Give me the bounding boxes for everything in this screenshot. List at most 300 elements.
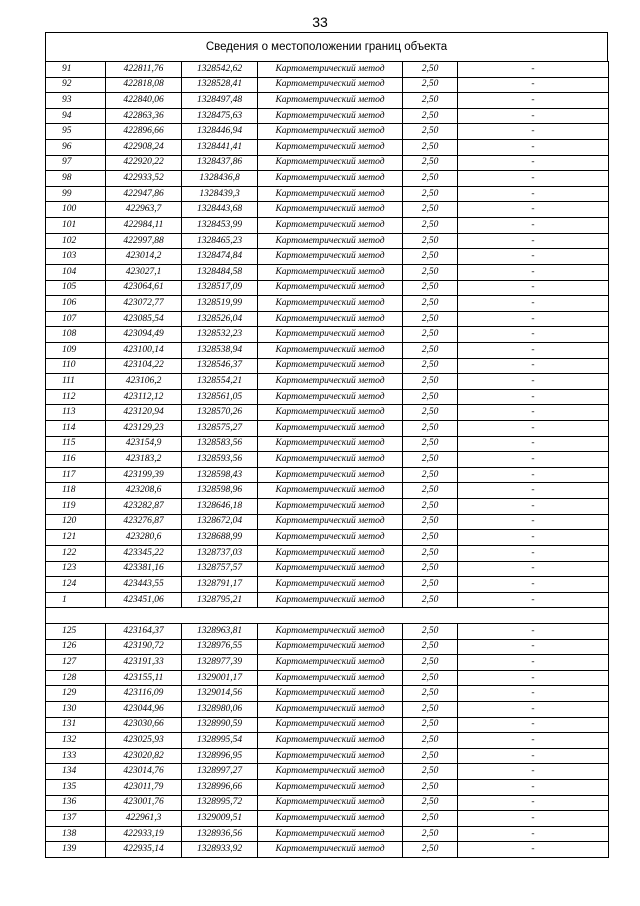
method-cell: Картометрический метод — [258, 171, 403, 187]
description-cell: - — [458, 202, 609, 218]
method-cell: Картометрический метод — [258, 108, 403, 124]
method-cell: Картометрический метод — [258, 826, 403, 842]
y-coordinate-cell: 1328528,41 — [182, 77, 258, 93]
table-row — [46, 296, 609, 312]
description-cell: - — [458, 311, 609, 327]
description-cell: - — [458, 826, 609, 842]
table-row — [46, 374, 609, 390]
method-cell: Картометрический метод — [258, 467, 403, 483]
description-cell: - — [458, 171, 609, 187]
x-coordinate-cell: 423106,2 — [106, 374, 182, 390]
y-coordinate-cell: 1328542,62 — [182, 62, 258, 78]
table-row — [46, 186, 609, 202]
method-cell: Картометрический метод — [258, 62, 403, 78]
table-row — [46, 389, 609, 405]
point-number-cell: 134 — [46, 764, 106, 780]
point-number-cell: 98 — [46, 171, 106, 187]
method-cell: Картометрический метод — [258, 764, 403, 780]
x-coordinate-cell: 422863,36 — [106, 108, 182, 124]
accuracy-cell: 2,50 — [403, 514, 458, 530]
x-coordinate-cell: 423027,1 — [106, 264, 182, 280]
x-coordinate-cell: 422935,14 — [106, 842, 182, 858]
x-coordinate-cell: 423030,66 — [106, 717, 182, 733]
accuracy-cell: 2,50 — [403, 342, 458, 358]
accuracy-cell: 2,50 — [403, 670, 458, 686]
method-cell: Картометрический метод — [258, 436, 403, 452]
point-number-cell: 101 — [46, 218, 106, 234]
accuracy-cell: 2,50 — [403, 155, 458, 171]
y-coordinate-cell: 1328519,99 — [182, 296, 258, 312]
description-cell: - — [458, 467, 609, 483]
point-number-cell: 121 — [46, 530, 106, 546]
page-number: 33 — [312, 14, 328, 30]
method-cell: Картометрический метод — [258, 296, 403, 312]
table-row — [46, 811, 609, 827]
x-coordinate-cell: 422818,08 — [106, 77, 182, 93]
table-row — [46, 249, 609, 265]
method-cell: Картометрический метод — [258, 514, 403, 530]
x-coordinate-cell: 422947,86 — [106, 186, 182, 202]
point-number-cell: 105 — [46, 280, 106, 296]
x-coordinate-cell: 422908,24 — [106, 140, 182, 156]
description-cell: - — [458, 218, 609, 234]
table-row — [46, 623, 609, 639]
x-coordinate-cell: 422933,52 — [106, 171, 182, 187]
method-cell: Картометрический метод — [258, 499, 403, 515]
accuracy-cell: 2,50 — [403, 202, 458, 218]
method-cell: Картометрический метод — [258, 140, 403, 156]
point-number-cell: 120 — [46, 514, 106, 530]
description-cell: - — [458, 670, 609, 686]
description-cell: - — [458, 780, 609, 796]
accuracy-cell: 2,50 — [403, 405, 458, 421]
accuracy-cell: 2,50 — [403, 733, 458, 749]
method-cell: Картометрический метод — [258, 421, 403, 437]
x-coordinate-cell: 422811,76 — [106, 62, 182, 78]
point-number-cell: 109 — [46, 342, 106, 358]
table-row — [46, 592, 609, 608]
description-cell: - — [458, 717, 609, 733]
accuracy-cell: 2,50 — [403, 717, 458, 733]
x-coordinate-cell: 423155,11 — [106, 670, 182, 686]
y-coordinate-cell: 1328443,68 — [182, 202, 258, 218]
y-coordinate-cell: 1328517,09 — [182, 280, 258, 296]
x-coordinate-cell: 423025,93 — [106, 733, 182, 749]
description-cell: - — [458, 452, 609, 468]
description-cell: - — [458, 405, 609, 421]
table-row — [46, 499, 609, 515]
x-coordinate-cell: 423345,22 — [106, 545, 182, 561]
separator-cell — [46, 608, 609, 624]
method-cell: Картометрический метод — [258, 733, 403, 749]
accuracy-cell: 2,50 — [403, 233, 458, 249]
x-coordinate-cell: 422896,66 — [106, 124, 182, 140]
x-coordinate-cell: 423276,87 — [106, 514, 182, 530]
description-cell: - — [458, 842, 609, 858]
accuracy-cell: 2,50 — [403, 436, 458, 452]
coordinates-table-container — [45, 61, 608, 858]
x-coordinate-cell: 423280,6 — [106, 530, 182, 546]
accuracy-cell: 2,50 — [403, 264, 458, 280]
x-coordinate-cell: 423451,06 — [106, 592, 182, 608]
table-row — [46, 108, 609, 124]
table-row — [46, 670, 609, 686]
table-row — [46, 280, 609, 296]
method-cell: Картометрический метод — [258, 623, 403, 639]
table-row — [46, 311, 609, 327]
description-cell: - — [458, 623, 609, 639]
point-number-cell: 113 — [46, 405, 106, 421]
accuracy-cell: 2,50 — [403, 62, 458, 78]
accuracy-cell: 2,50 — [403, 389, 458, 405]
point-number-cell: 132 — [46, 733, 106, 749]
point-number-cell: 110 — [46, 358, 106, 374]
accuracy-cell: 2,50 — [403, 327, 458, 343]
point-number-cell: 129 — [46, 686, 106, 702]
table-row — [46, 764, 609, 780]
accuracy-cell: 2,50 — [403, 374, 458, 390]
accuracy-cell: 2,50 — [403, 280, 458, 296]
y-coordinate-cell: 1328474,84 — [182, 249, 258, 265]
method-cell: Картометрический метод — [258, 186, 403, 202]
x-coordinate-cell: 422984,11 — [106, 218, 182, 234]
coordinates-table — [45, 61, 609, 858]
description-cell: - — [458, 233, 609, 249]
method-cell: Картометрический метод — [258, 280, 403, 296]
x-coordinate-cell: 422933,19 — [106, 826, 182, 842]
point-number-cell: 114 — [46, 421, 106, 437]
accuracy-cell: 2,50 — [403, 93, 458, 109]
method-cell: Картометрический метод — [258, 327, 403, 343]
point-number-cell: 102 — [46, 233, 106, 249]
x-coordinate-cell: 423104,22 — [106, 358, 182, 374]
table-row — [46, 483, 609, 499]
point-number-cell: 131 — [46, 717, 106, 733]
y-coordinate-cell: 1328475,63 — [182, 108, 258, 124]
table-row — [46, 124, 609, 140]
point-number-cell: 127 — [46, 655, 106, 671]
method-cell: Картометрический метод — [258, 93, 403, 109]
accuracy-cell: 2,50 — [403, 296, 458, 312]
method-cell: Картометрический метод — [258, 670, 403, 686]
table-row — [46, 421, 609, 437]
method-cell: Картометрический метод — [258, 811, 403, 827]
method-cell: Картометрический метод — [258, 795, 403, 811]
table-row — [46, 358, 609, 374]
y-coordinate-cell: 1328538,94 — [182, 342, 258, 358]
description-cell: - — [458, 764, 609, 780]
accuracy-cell: 2,50 — [403, 811, 458, 827]
y-coordinate-cell: 1328980,06 — [182, 701, 258, 717]
accuracy-cell: 2,50 — [403, 748, 458, 764]
method-cell: Картометрический метод — [258, 342, 403, 358]
method-cell: Картометрический метод — [258, 77, 403, 93]
point-number-cell: 135 — [46, 780, 106, 796]
point-number-cell: 128 — [46, 670, 106, 686]
accuracy-cell: 2,50 — [403, 483, 458, 499]
y-coordinate-cell: 1328465,23 — [182, 233, 258, 249]
x-coordinate-cell: 423001,76 — [106, 795, 182, 811]
accuracy-cell: 2,50 — [403, 623, 458, 639]
y-coordinate-cell: 1328554,21 — [182, 374, 258, 390]
table-row — [46, 561, 609, 577]
y-coordinate-cell: 1328598,43 — [182, 467, 258, 483]
y-coordinate-cell: 1329001,17 — [182, 670, 258, 686]
point-number-cell: 123 — [46, 561, 106, 577]
accuracy-cell: 2,50 — [403, 545, 458, 561]
description-cell: - — [458, 342, 609, 358]
accuracy-cell: 2,50 — [403, 77, 458, 93]
method-cell: Картометрический метод — [258, 155, 403, 171]
x-coordinate-cell: 423443,55 — [106, 577, 182, 593]
table-row — [46, 467, 609, 483]
y-coordinate-cell: 1328439,3 — [182, 186, 258, 202]
point-number-cell: 124 — [46, 577, 106, 593]
point-number-cell: 100 — [46, 202, 106, 218]
description-cell: - — [458, 545, 609, 561]
method-cell: Картометрический метод — [258, 639, 403, 655]
accuracy-cell: 2,50 — [403, 530, 458, 546]
separator-row — [46, 608, 609, 624]
description-cell: - — [458, 514, 609, 530]
method-cell: Картометрический метод — [258, 389, 403, 405]
accuracy-cell: 2,50 — [403, 686, 458, 702]
point-number-cell: 96 — [46, 140, 106, 156]
point-number-cell: 103 — [46, 249, 106, 265]
method-cell: Картометрический метод — [258, 577, 403, 593]
accuracy-cell: 2,50 — [403, 108, 458, 124]
table-row — [46, 577, 609, 593]
description-cell: - — [458, 733, 609, 749]
x-coordinate-cell: 423282,87 — [106, 499, 182, 515]
method-cell: Картометрический метод — [258, 545, 403, 561]
table-row — [46, 140, 609, 156]
description-cell: - — [458, 374, 609, 390]
y-coordinate-cell: 1328575,27 — [182, 421, 258, 437]
table-row — [46, 639, 609, 655]
y-coordinate-cell: 1328757,57 — [182, 561, 258, 577]
x-coordinate-cell: 423190,72 — [106, 639, 182, 655]
coordinates-table-body — [46, 62, 609, 858]
x-coordinate-cell: 423199,39 — [106, 467, 182, 483]
y-coordinate-cell: 1328995,72 — [182, 795, 258, 811]
accuracy-cell: 2,50 — [403, 577, 458, 593]
description-cell: - — [458, 748, 609, 764]
method-cell: Картометрический метод — [258, 701, 403, 717]
accuracy-cell: 2,50 — [403, 140, 458, 156]
description-cell: - — [458, 389, 609, 405]
point-number-cell: 125 — [46, 623, 106, 639]
x-coordinate-cell: 423064,61 — [106, 280, 182, 296]
accuracy-cell: 2,50 — [403, 780, 458, 796]
description-cell: - — [458, 62, 609, 78]
x-coordinate-cell: 423085,54 — [106, 311, 182, 327]
table-row — [46, 826, 609, 842]
method-cell: Картометрический метод — [258, 561, 403, 577]
y-coordinate-cell: 1328436,8 — [182, 171, 258, 187]
method-cell: Картометрический метод — [258, 358, 403, 374]
point-number-cell: 91 — [46, 62, 106, 78]
y-coordinate-cell: 1329014,56 — [182, 686, 258, 702]
description-cell: - — [458, 561, 609, 577]
table-row — [46, 530, 609, 546]
x-coordinate-cell: 423116,09 — [106, 686, 182, 702]
x-coordinate-cell: 423011,79 — [106, 780, 182, 796]
point-number-cell: 108 — [46, 327, 106, 343]
x-coordinate-cell: 423014,76 — [106, 764, 182, 780]
method-cell: Картометрический метод — [258, 655, 403, 671]
table-row — [46, 62, 609, 78]
x-coordinate-cell: 423014,2 — [106, 249, 182, 265]
x-coordinate-cell: 423164,37 — [106, 623, 182, 639]
accuracy-cell: 2,50 — [403, 842, 458, 858]
accuracy-cell: 2,50 — [403, 592, 458, 608]
y-coordinate-cell: 1328976,55 — [182, 639, 258, 655]
y-coordinate-cell: 1328995,54 — [182, 733, 258, 749]
point-number-cell: 136 — [46, 795, 106, 811]
point-number-cell: 97 — [46, 155, 106, 171]
point-number-cell: 93 — [46, 93, 106, 109]
x-coordinate-cell: 423094,49 — [106, 327, 182, 343]
point-number-cell: 111 — [46, 374, 106, 390]
y-coordinate-cell: 1328646,18 — [182, 499, 258, 515]
point-number-cell: 137 — [46, 811, 106, 827]
point-number-cell: 118 — [46, 483, 106, 499]
accuracy-cell: 2,50 — [403, 421, 458, 437]
description-cell: - — [458, 140, 609, 156]
method-cell: Картометрический метод — [258, 218, 403, 234]
table-row — [46, 93, 609, 109]
point-number-cell: 92 — [46, 77, 106, 93]
accuracy-cell: 2,50 — [403, 218, 458, 234]
table-row — [46, 233, 609, 249]
x-coordinate-cell: 422997,88 — [106, 233, 182, 249]
point-number-cell: 116 — [46, 452, 106, 468]
accuracy-cell: 2,50 — [403, 826, 458, 842]
x-coordinate-cell: 423129,23 — [106, 421, 182, 437]
point-number-cell: 112 — [46, 389, 106, 405]
x-coordinate-cell: 423112,12 — [106, 389, 182, 405]
method-cell: Картометрический метод — [258, 748, 403, 764]
method-cell: Картометрический метод — [258, 264, 403, 280]
point-number-cell: 133 — [46, 748, 106, 764]
table-row — [46, 717, 609, 733]
method-cell: Картометрический метод — [258, 483, 403, 499]
description-cell: - — [458, 124, 609, 140]
accuracy-cell: 2,50 — [403, 124, 458, 140]
x-coordinate-cell: 423120,94 — [106, 405, 182, 421]
table-row — [46, 202, 609, 218]
point-number-cell: 126 — [46, 639, 106, 655]
y-coordinate-cell: 1328990,59 — [182, 717, 258, 733]
point-number-cell: 138 — [46, 826, 106, 842]
description-cell: - — [458, 655, 609, 671]
y-coordinate-cell: 1328963,81 — [182, 623, 258, 639]
method-cell: Картометрический метод — [258, 311, 403, 327]
description-cell: - — [458, 77, 609, 93]
point-number-cell: 139 — [46, 842, 106, 858]
description-cell: - — [458, 639, 609, 655]
x-coordinate-cell: 423183,2 — [106, 452, 182, 468]
description-cell: - — [458, 155, 609, 171]
method-cell: Картометрический метод — [258, 717, 403, 733]
table-row — [46, 686, 609, 702]
point-number-cell: 122 — [46, 545, 106, 561]
y-coordinate-cell: 1328583,56 — [182, 436, 258, 452]
description-cell: - — [458, 592, 609, 608]
y-coordinate-cell: 1328933,92 — [182, 842, 258, 858]
accuracy-cell: 2,50 — [403, 764, 458, 780]
table-row — [46, 218, 609, 234]
y-coordinate-cell: 1328497,48 — [182, 93, 258, 109]
description-cell: - — [458, 577, 609, 593]
point-number-cell: 106 — [46, 296, 106, 312]
method-cell: Картометрический метод — [258, 592, 403, 608]
y-coordinate-cell: 1328996,95 — [182, 748, 258, 764]
x-coordinate-cell: 422920,22 — [106, 155, 182, 171]
description-cell: - — [458, 795, 609, 811]
y-coordinate-cell: 1328996,66 — [182, 780, 258, 796]
point-number-cell: 99 — [46, 186, 106, 202]
table-row — [46, 780, 609, 796]
method-cell: Картометрический метод — [258, 374, 403, 390]
accuracy-cell: 2,50 — [403, 249, 458, 265]
method-cell: Картометрический метод — [258, 780, 403, 796]
table-row — [46, 842, 609, 858]
method-cell: Картометрический метод — [258, 124, 403, 140]
y-coordinate-cell: 1328437,86 — [182, 155, 258, 171]
y-coordinate-cell: 1328791,17 — [182, 577, 258, 593]
table-row — [46, 77, 609, 93]
table-row — [46, 701, 609, 717]
table-row — [46, 452, 609, 468]
table-row — [46, 545, 609, 561]
description-cell: - — [458, 701, 609, 717]
table-row — [46, 733, 609, 749]
x-coordinate-cell: 423100,14 — [106, 342, 182, 358]
table-row — [46, 795, 609, 811]
section-header: Сведения о местоположении границ объекта — [45, 32, 608, 62]
accuracy-cell: 2,50 — [403, 311, 458, 327]
table-row — [46, 264, 609, 280]
y-coordinate-cell: 1328737,03 — [182, 545, 258, 561]
point-number-cell: 115 — [46, 436, 106, 452]
x-coordinate-cell: 422840,06 — [106, 93, 182, 109]
x-coordinate-cell: 422961,3 — [106, 811, 182, 827]
y-coordinate-cell: 1328593,56 — [182, 452, 258, 468]
x-coordinate-cell: 423044,96 — [106, 701, 182, 717]
y-coordinate-cell: 1328977,39 — [182, 655, 258, 671]
accuracy-cell: 2,50 — [403, 795, 458, 811]
description-cell: - — [458, 436, 609, 452]
method-cell: Картометрический метод — [258, 530, 403, 546]
point-number-cell: 107 — [46, 311, 106, 327]
accuracy-cell: 2,50 — [403, 358, 458, 374]
x-coordinate-cell: 423208,6 — [106, 483, 182, 499]
description-cell: - — [458, 280, 609, 296]
x-coordinate-cell: 423154,9 — [106, 436, 182, 452]
point-number-cell: 94 — [46, 108, 106, 124]
table-row — [46, 342, 609, 358]
description-cell: - — [458, 358, 609, 374]
point-number-cell: 95 — [46, 124, 106, 140]
point-number-cell: 104 — [46, 264, 106, 280]
description-cell: - — [458, 483, 609, 499]
y-coordinate-cell: 1328561,05 — [182, 389, 258, 405]
y-coordinate-cell: 1328688,99 — [182, 530, 258, 546]
method-cell: Картометрический метод — [258, 249, 403, 265]
method-cell: Картометрический метод — [258, 233, 403, 249]
